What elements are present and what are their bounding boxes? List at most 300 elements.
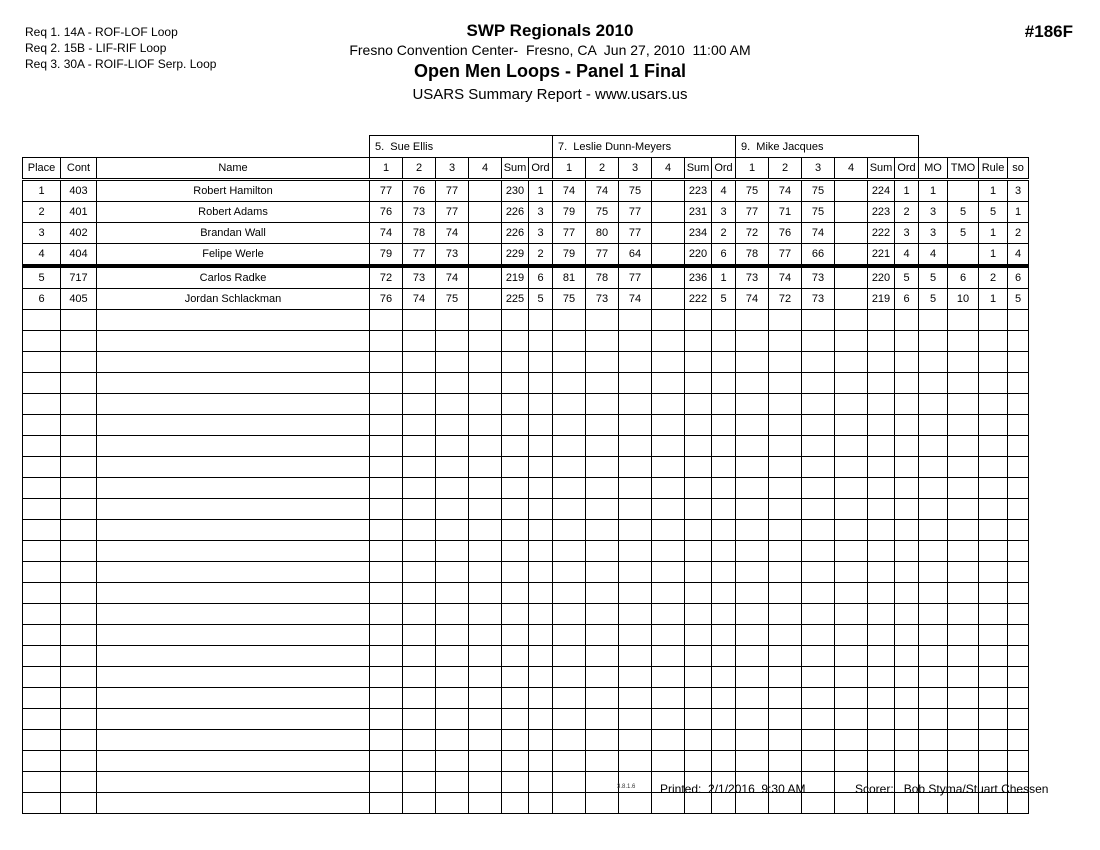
judge2-score-cell-3	[619, 730, 652, 751]
judge1-sum-cell: 225	[502, 289, 529, 310]
contestant-number-cell	[61, 709, 97, 730]
judge3-score-cell-3	[802, 772, 835, 793]
judge3-sum-cell	[868, 520, 895, 541]
contestant-number-cell	[61, 730, 97, 751]
judge1-score-cell-4	[469, 266, 502, 289]
skate-off-header: so	[1008, 158, 1029, 180]
judge3-score-cell-2	[769, 436, 802, 457]
judge3-score-cell-2	[769, 688, 802, 709]
skater-name-cell	[97, 373, 370, 394]
judge2-score-cell-1: 79	[553, 202, 586, 223]
judge2-sum-cell	[685, 562, 712, 583]
total-majority-ordinal-cell	[948, 730, 979, 751]
judge2-score-cell-2	[586, 730, 619, 751]
rule-cell	[979, 709, 1008, 730]
judge3-ordinal-cell	[895, 331, 919, 352]
judge1-score-cell-2	[403, 646, 436, 667]
judge1-ordinal-cell	[529, 499, 553, 520]
judge3-score-cell-4	[835, 751, 868, 772]
judge3-score-cell-1	[736, 541, 769, 562]
skate-off-cell	[1008, 583, 1029, 604]
judge2-score-cell-4	[652, 352, 685, 373]
judge2-ordinal-header: Ord	[712, 158, 736, 180]
judge1-sum-cell	[502, 520, 529, 541]
table-row	[23, 709, 1029, 730]
judge2-ordinal-cell: 1	[712, 266, 736, 289]
judge2-score-cell-1	[553, 541, 586, 562]
judge2-score-cell-3	[619, 709, 652, 730]
judge1-score-cell-4	[469, 730, 502, 751]
judge3-score-cell-4	[835, 499, 868, 520]
judge3-score-cell-2	[769, 625, 802, 646]
total-majority-ordinal-cell	[948, 709, 979, 730]
judge3-ordinal-header: Ord	[895, 158, 919, 180]
judge1-score-cell-1	[370, 310, 403, 331]
judge3-ordinal-cell	[895, 499, 919, 520]
judge1-score-cell-3	[436, 688, 469, 709]
judge2-score-cell-2: 74	[586, 180, 619, 202]
table-row	[23, 373, 1029, 394]
skate-off-cell	[1008, 562, 1029, 583]
judge2-ordinal-cell	[712, 373, 736, 394]
judge2-score-cell-2	[586, 772, 619, 793]
judge1-score-cell-4	[469, 436, 502, 457]
judge2-score-cell-2	[586, 646, 619, 667]
contestant-number-cell	[61, 667, 97, 688]
judge2-score-cell-1	[553, 772, 586, 793]
judge2-sum-cell	[685, 730, 712, 751]
judge2-sum-cell	[685, 478, 712, 499]
judge2-sum-cell	[685, 625, 712, 646]
skater-name-cell	[97, 688, 370, 709]
skater-name-cell	[97, 562, 370, 583]
judge1-score-cell-3: 73	[436, 244, 469, 267]
place-cell: 5	[23, 266, 61, 289]
judge1-score-cell-1	[370, 646, 403, 667]
majority-ordinal-cell	[919, 604, 948, 625]
table-row	[23, 457, 1029, 478]
score-table	[22, 135, 1029, 814]
judge3-score-cell-3	[802, 520, 835, 541]
judge2-ordinal-cell	[712, 667, 736, 688]
judge2-ordinal-cell	[712, 520, 736, 541]
judge3-trial3-header: 3	[802, 158, 835, 180]
judge3-score-cell-1	[736, 646, 769, 667]
judge3-score-cell-2: 72	[769, 289, 802, 310]
skater-name-cell	[97, 520, 370, 541]
judge2-score-cell-4	[652, 604, 685, 625]
judge3-ordinal-cell	[895, 604, 919, 625]
total-majority-ordinal-cell	[948, 352, 979, 373]
judge1-score-cell-1	[370, 709, 403, 730]
rule-cell	[979, 415, 1008, 436]
judge1-score-cell-3: 75	[436, 289, 469, 310]
judge1-ordinal-cell	[529, 709, 553, 730]
judge3-score-cell-3	[802, 499, 835, 520]
table-row	[23, 394, 1029, 415]
judge2-score-cell-3: 74	[619, 289, 652, 310]
judge2-score-cell-1	[553, 583, 586, 604]
judge3-sum-cell	[868, 352, 895, 373]
judge1-score-cell-2: 73	[403, 266, 436, 289]
majority-ordinal-cell	[919, 625, 948, 646]
judge2-score-cell-4	[652, 478, 685, 499]
judge1-sum-cell	[502, 604, 529, 625]
judge1-ordinal-cell	[529, 331, 553, 352]
judge2-trial3-header: 3	[619, 158, 652, 180]
total-majority-ordinal-header: TMO	[948, 158, 979, 180]
majority-ordinal-cell	[919, 646, 948, 667]
judge3-sum-cell: 224	[868, 180, 895, 202]
judge1-score-cell-4	[469, 478, 502, 499]
place-cell	[23, 373, 61, 394]
judge3-score-cell-2	[769, 457, 802, 478]
judge2-ordinal-cell	[712, 499, 736, 520]
contestant-number-cell	[61, 541, 97, 562]
judge2-score-cell-3: 75	[619, 180, 652, 202]
judge2-ordinal-cell	[712, 751, 736, 772]
judge2-score-cell-3	[619, 310, 652, 331]
judge2-score-cell-4	[652, 688, 685, 709]
place-cell: 1	[23, 180, 61, 202]
total-majority-ordinal-cell	[948, 541, 979, 562]
majority-ordinal-cell	[919, 457, 948, 478]
judge1-sum-cell	[502, 394, 529, 415]
judge3-score-cell-3: 73	[802, 266, 835, 289]
judge2-score-cell-2	[586, 709, 619, 730]
judge1-score-cell-2	[403, 625, 436, 646]
judge3-score-cell-1	[736, 751, 769, 772]
rule-cell: 1	[979, 223, 1008, 244]
judge1-score-cell-1	[370, 541, 403, 562]
contestant-number-cell	[61, 751, 97, 772]
judge2-score-cell-1	[553, 667, 586, 688]
judge3-score-cell-3	[802, 604, 835, 625]
contestant-number-cell	[61, 331, 97, 352]
judge3-score-cell-3	[802, 310, 835, 331]
rule-cell	[979, 331, 1008, 352]
judge3-score-cell-3	[802, 688, 835, 709]
judge2-score-cell-1: 81	[553, 266, 586, 289]
judge3-score-cell-4	[835, 667, 868, 688]
place-cell	[23, 793, 61, 814]
contestant-number-cell	[61, 646, 97, 667]
judge3-score-cell-1	[736, 310, 769, 331]
skater-name-cell	[97, 625, 370, 646]
majority-ordinal-cell	[919, 541, 948, 562]
judge2-score-cell-1	[553, 415, 586, 436]
judge2-score-cell-2: 77	[586, 244, 619, 267]
judge2-score-cell-3	[619, 373, 652, 394]
total-majority-ordinal-cell	[948, 436, 979, 457]
judge1-score-cell-2	[403, 520, 436, 541]
judge3-score-cell-2	[769, 667, 802, 688]
majority-ordinal-cell: 5	[919, 266, 948, 289]
rule-cell	[979, 562, 1008, 583]
judge3-score-cell-3: 66	[802, 244, 835, 267]
judge3-sum-cell	[868, 310, 895, 331]
event-title: SWP Regionals 2010	[466, 21, 634, 40]
judge1-sum-cell	[502, 793, 529, 814]
judge2-score-cell-3	[619, 457, 652, 478]
judge2-score-cell-3: 77	[619, 266, 652, 289]
judge1-score-cell-1	[370, 625, 403, 646]
judge1-ordinal-cell	[529, 751, 553, 772]
judge1-score-cell-2	[403, 352, 436, 373]
judge3-sum-cell: 220	[868, 266, 895, 289]
judge2-score-cell-2	[586, 541, 619, 562]
judge1-score-cell-3	[436, 604, 469, 625]
judge2-ordinal-cell	[712, 730, 736, 751]
judge2-score-cell-2	[586, 352, 619, 373]
judge2-ordinal-cell	[712, 541, 736, 562]
judge3-ordinal-cell	[895, 436, 919, 457]
table-row	[23, 244, 1029, 267]
judge3-ordinal-cell	[895, 688, 919, 709]
judge1-score-cell-3	[436, 373, 469, 394]
contestant-number-cell: 403	[61, 180, 97, 202]
judge2-sum-cell: 236	[685, 266, 712, 289]
judge3-score-cell-4	[835, 457, 868, 478]
judge3-score-cell-2: 76	[769, 223, 802, 244]
skate-off-cell	[1008, 310, 1029, 331]
judge2-score-cell-1	[553, 562, 586, 583]
judge1-score-cell-2	[403, 541, 436, 562]
judge3-score-cell-4	[835, 244, 868, 267]
judge3-score-cell-4	[835, 436, 868, 457]
judge2-score-cell-1	[553, 793, 586, 814]
judge3-score-cell-2	[769, 520, 802, 541]
judge3-score-cell-2	[769, 709, 802, 730]
place-cell	[23, 436, 61, 457]
judge3-score-cell-2	[769, 646, 802, 667]
skater-name-cell	[97, 331, 370, 352]
judge2-score-cell-1: 74	[553, 180, 586, 202]
judge2-score-cell-4	[652, 583, 685, 604]
skater-name-cell	[97, 541, 370, 562]
total-majority-ordinal-cell	[948, 394, 979, 415]
judge1-ordinal-cell	[529, 688, 553, 709]
report-version: 3.8.1.6	[617, 784, 636, 790]
judge2-ordinal-cell: 5	[712, 289, 736, 310]
judge3-score-cell-2: 71	[769, 202, 802, 223]
judge1-score-cell-3	[436, 352, 469, 373]
judge1-sum-cell	[502, 751, 529, 772]
judge2-trial1-header: 1	[553, 158, 586, 180]
judge1-sum-cell: 226	[502, 202, 529, 223]
judge2-score-cell-4	[652, 415, 685, 436]
judge2-score-cell-4	[652, 562, 685, 583]
judge2-sum-header: Sum	[685, 158, 712, 180]
judge2-score-cell-4	[652, 310, 685, 331]
judge1-trial3-header: 3	[436, 158, 469, 180]
judge3-ordinal-cell	[895, 478, 919, 499]
scorer-value: Bob Styma/Stuart Chessen	[903, 782, 1049, 796]
judge3-score-cell-2: 77	[769, 244, 802, 267]
judge1-score-cell-3: 74	[436, 266, 469, 289]
judge3-score-cell-2	[769, 730, 802, 751]
rule-cell	[979, 688, 1008, 709]
skate-off-cell	[1008, 520, 1029, 541]
total-majority-ordinal-cell	[948, 520, 979, 541]
rule-cell	[979, 457, 1008, 478]
judge2-sum-cell	[685, 310, 712, 331]
judge3-score-cell-2	[769, 583, 802, 604]
judge1-ordinal-cell: 5	[529, 289, 553, 310]
judge3-score-cell-4	[835, 266, 868, 289]
majority-ordinal-cell	[919, 709, 948, 730]
judge2-sum-cell	[685, 667, 712, 688]
judge2-score-cell-1	[553, 625, 586, 646]
judge1-ordinal-cell	[529, 646, 553, 667]
judge3-score-cell-4	[835, 289, 868, 310]
judge1-sum-cell	[502, 331, 529, 352]
judge2-sum-cell	[685, 604, 712, 625]
majority-ordinal-cell	[919, 583, 948, 604]
judge3-score-cell-3	[802, 625, 835, 646]
judge2-score-cell-4	[652, 730, 685, 751]
judge2-score-cell-2	[586, 751, 619, 772]
contestant-number-cell	[61, 499, 97, 520]
judge1-trial1-header: 1	[370, 158, 403, 180]
judge2-sum-cell	[685, 646, 712, 667]
judge1-score-cell-4	[469, 352, 502, 373]
contestant-number-cell	[61, 436, 97, 457]
judge1-score-cell-2: 74	[403, 289, 436, 310]
judge3-score-cell-4	[835, 373, 868, 394]
judge2-ordinal-cell	[712, 709, 736, 730]
judge3-score-cell-3: 73	[802, 289, 835, 310]
place-header: Place	[23, 158, 61, 180]
judge3-ordinal-cell	[895, 562, 919, 583]
judge1-score-cell-1: 79	[370, 244, 403, 267]
judge3-score-cell-2	[769, 394, 802, 415]
judge3-score-cell-2	[769, 373, 802, 394]
judge2-score-cell-4	[652, 667, 685, 688]
skater-name-cell	[97, 667, 370, 688]
judge1-ordinal-cell	[529, 793, 553, 814]
place-cell	[23, 772, 61, 793]
judge3-score-cell-1	[736, 688, 769, 709]
judge3-score-cell-1	[736, 436, 769, 457]
judge3-score-cell-1	[736, 562, 769, 583]
judge3-ordinal-cell: 2	[895, 202, 919, 223]
judge1-score-cell-2	[403, 394, 436, 415]
judge1-ordinal-cell	[529, 583, 553, 604]
judge2-score-cell-4	[652, 646, 685, 667]
majority-ordinal-cell	[919, 310, 948, 331]
judge2-score-cell-3	[619, 520, 652, 541]
judge3-ordinal-cell	[895, 310, 919, 331]
judge3-score-cell-4	[835, 730, 868, 751]
contestant-number-cell: 405	[61, 289, 97, 310]
judge3-ordinal-cell: 1	[895, 180, 919, 202]
judge2-ordinal-cell: 2	[712, 223, 736, 244]
majority-ordinal-cell	[919, 667, 948, 688]
judge2-score-cell-4	[652, 266, 685, 289]
judge2-score-cell-3	[619, 331, 652, 352]
table-row	[23, 688, 1029, 709]
judge2-score-cell-1	[553, 604, 586, 625]
judge1-ordinal-cell	[529, 625, 553, 646]
judge1-score-cell-2	[403, 604, 436, 625]
table-row	[23, 223, 1029, 244]
place-cell	[23, 394, 61, 415]
judge1-sum-cell	[502, 709, 529, 730]
judge1-score-cell-4	[469, 751, 502, 772]
judge1-score-cell-2	[403, 751, 436, 772]
report-line: USARS Summary Report - www.usars.us	[412, 86, 688, 103]
judge1-score-cell-2	[403, 688, 436, 709]
judge1-sum-cell	[502, 667, 529, 688]
judge3-ordinal-cell	[895, 709, 919, 730]
rule-cell	[979, 373, 1008, 394]
judge1-sum-cell	[502, 730, 529, 751]
judge2-score-cell-1	[553, 310, 586, 331]
table-row	[23, 478, 1029, 499]
judge2-score-cell-3	[619, 646, 652, 667]
judge3-score-cell-2: 74	[769, 180, 802, 202]
judge3-score-cell-3	[802, 352, 835, 373]
judge3-score-cell-3	[802, 751, 835, 772]
table-row	[23, 415, 1029, 436]
judge3-sum-cell	[868, 562, 895, 583]
skater-name-cell	[97, 478, 370, 499]
judge1-score-cell-1	[370, 667, 403, 688]
judge1-score-cell-4	[469, 772, 502, 793]
judge3-score-cell-4	[835, 646, 868, 667]
judge1-ordinal-cell	[529, 373, 553, 394]
judge1-score-cell-1	[370, 436, 403, 457]
judge1-score-cell-2	[403, 499, 436, 520]
judge3-score-cell-3	[802, 394, 835, 415]
judge3-sum-cell	[868, 331, 895, 352]
judge2-ordinal-cell	[712, 415, 736, 436]
judge1-score-cell-4	[469, 373, 502, 394]
skate-off-cell	[1008, 436, 1029, 457]
judge3-score-cell-1	[736, 478, 769, 499]
judge1-sum-cell	[502, 499, 529, 520]
skater-name-cell: Felipe Werle	[97, 244, 370, 267]
judge2-score-cell-1	[553, 730, 586, 751]
judge1-score-cell-3: 77	[436, 180, 469, 202]
judge3-score-cell-2	[769, 331, 802, 352]
judge3-sum-cell	[868, 751, 895, 772]
judge2-score-cell-1: 79	[553, 244, 586, 267]
judge1-score-cell-4	[469, 331, 502, 352]
judge3-score-cell-4	[835, 541, 868, 562]
judge3-score-cell-3: 75	[802, 202, 835, 223]
judge3-trial2-header: 2	[769, 158, 802, 180]
judge3-sum-cell	[868, 541, 895, 562]
skater-name-cell	[97, 457, 370, 478]
rule-cell	[979, 499, 1008, 520]
scorer-credit	[855, 782, 1048, 796]
judge3-ordinal-cell	[895, 541, 919, 562]
judge3-sum-cell	[868, 373, 895, 394]
judge1-score-cell-3	[436, 583, 469, 604]
judge1-ordinal-header: Ord	[529, 158, 553, 180]
judge2-sum-cell: 234	[685, 223, 712, 244]
judge3-score-cell-3	[802, 583, 835, 604]
judge3-trial4-header: 4	[835, 158, 868, 180]
judge3-score-cell-1	[736, 352, 769, 373]
majority-ordinal-cell	[919, 415, 948, 436]
judge3-sum-cell	[868, 583, 895, 604]
table-row	[23, 541, 1029, 562]
skater-name-cell	[97, 436, 370, 457]
venue-line: Fresno Convention Center- Fresno, CA Jun 27, 2010 11:00 AM	[349, 42, 751, 58]
